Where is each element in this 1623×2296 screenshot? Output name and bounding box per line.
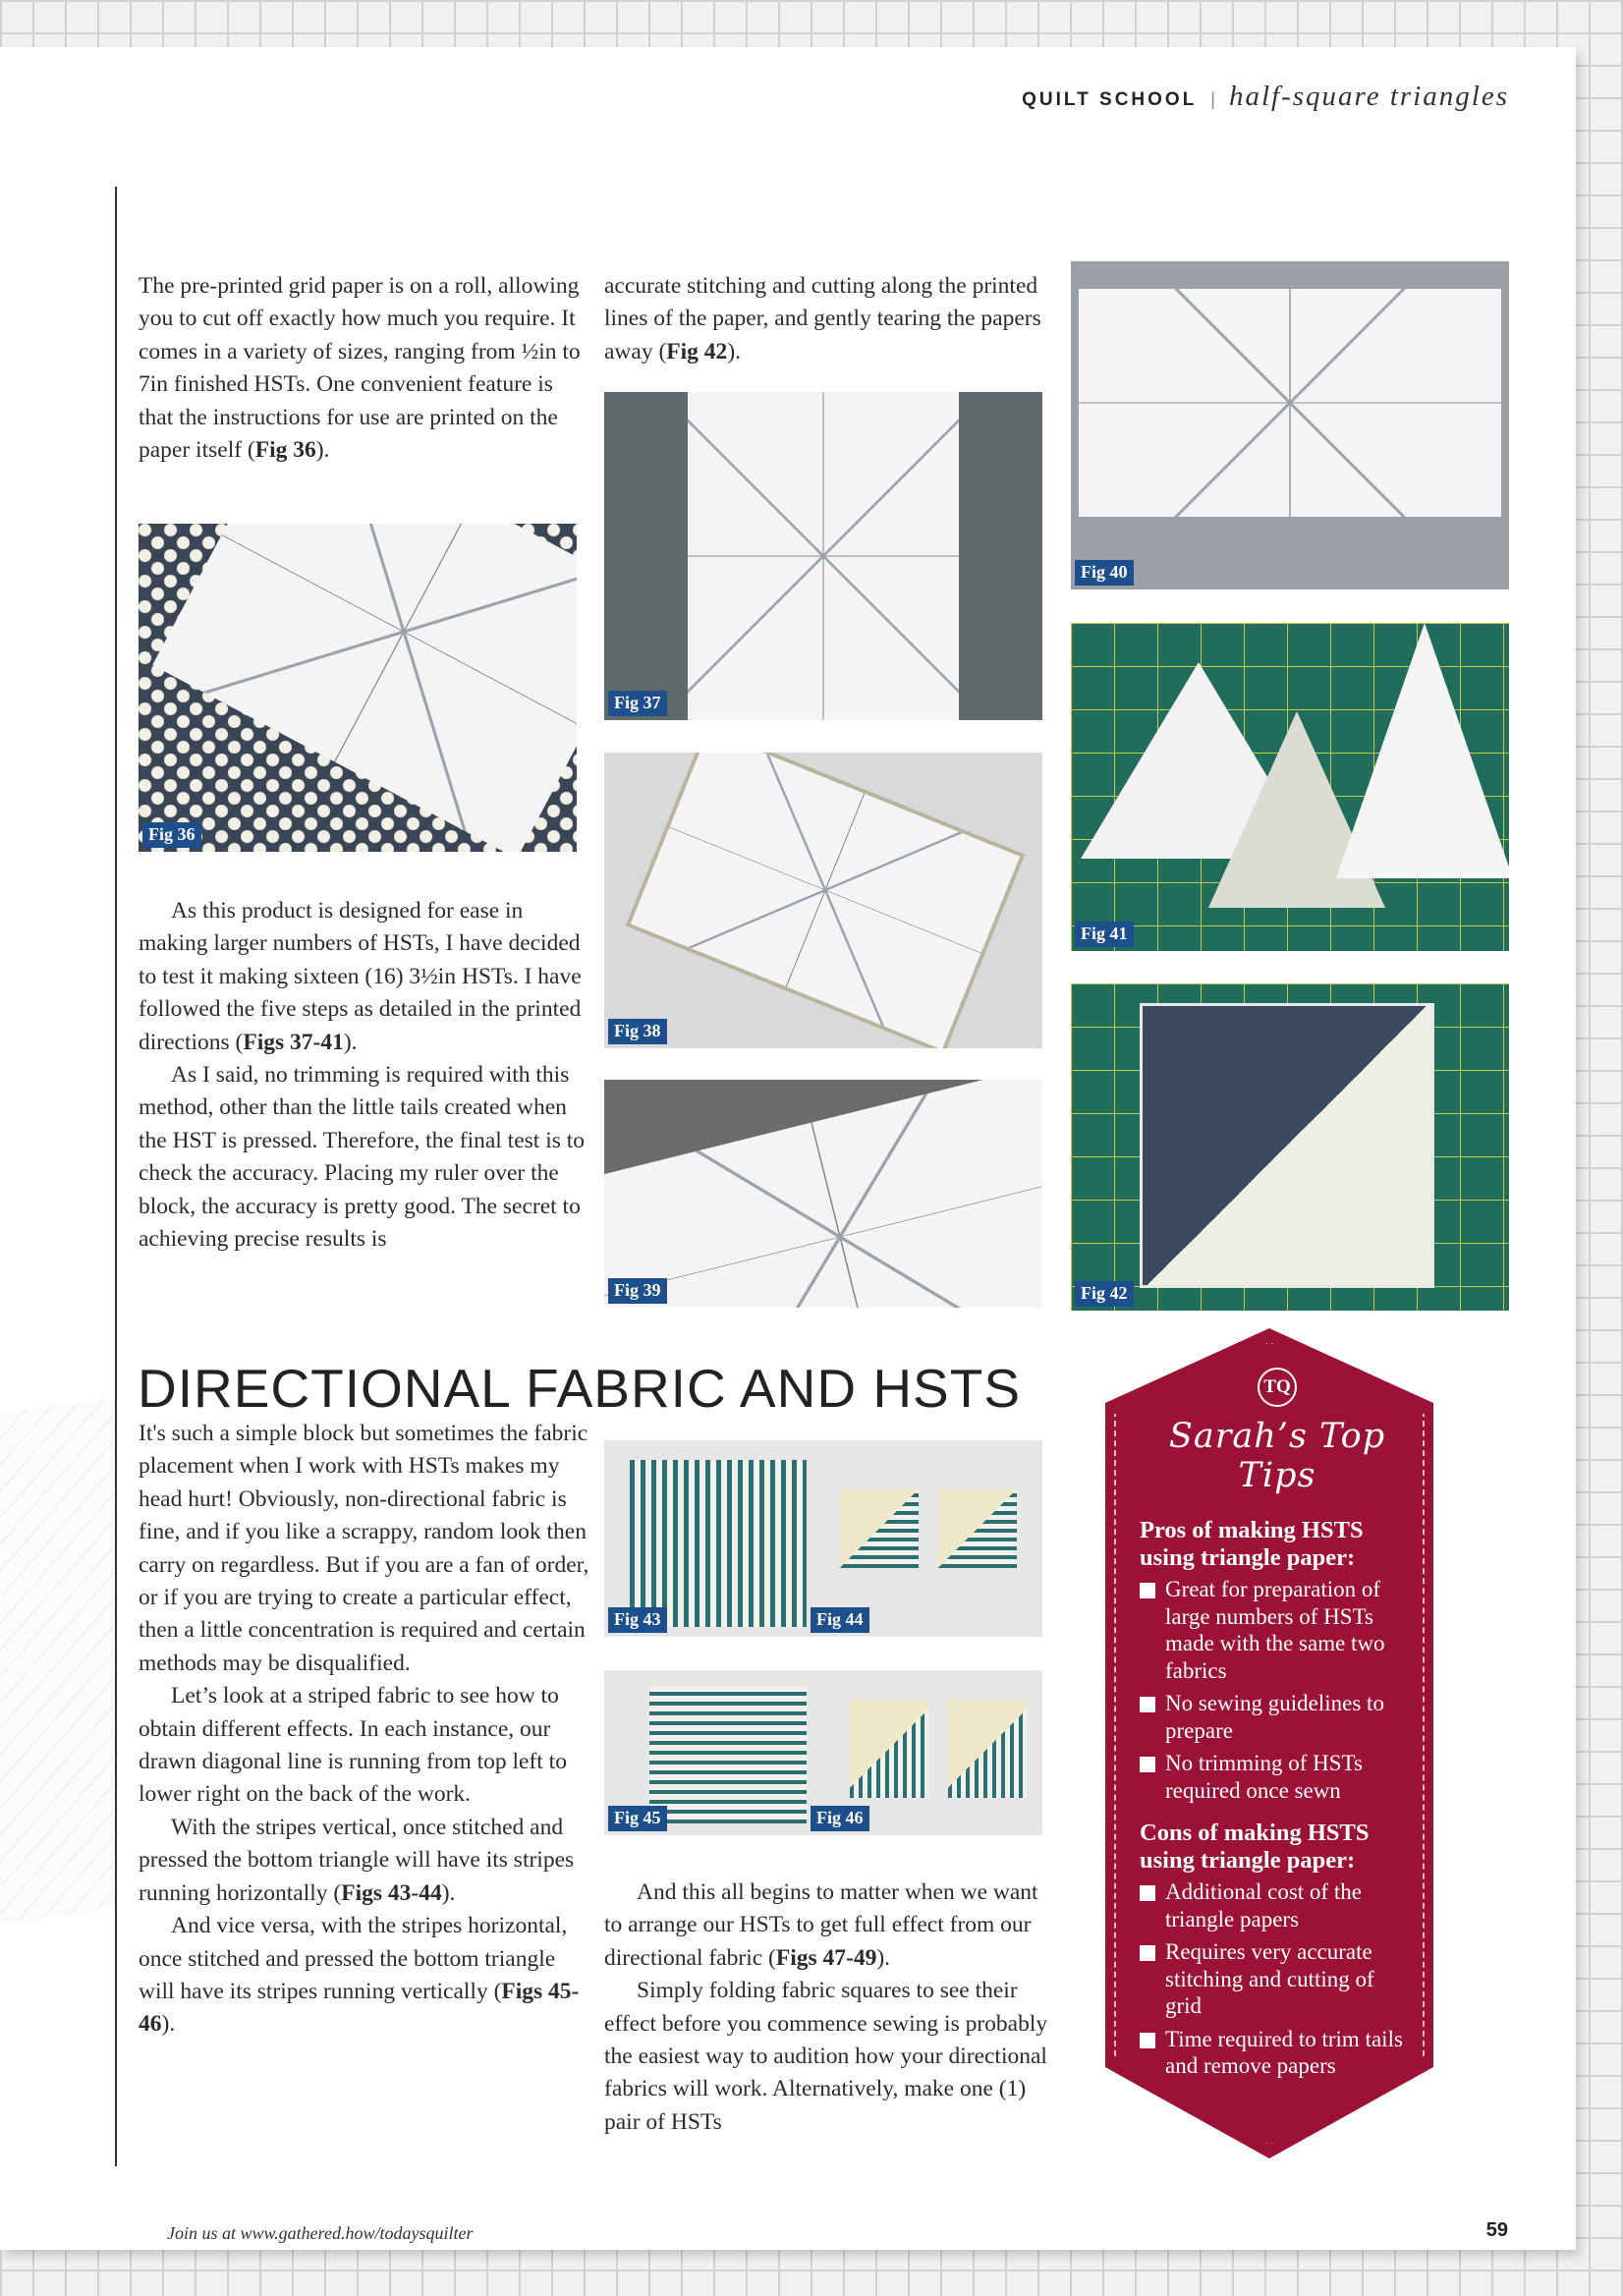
figure-41 [1071, 623, 1509, 951]
page-number: 59 [1485, 2219, 1508, 2241]
figure-37-label: Fig 37 [608, 691, 667, 716]
list-item: No trimming of HSTs required once sewn [1140, 1750, 1415, 1804]
background-paper-corner [0, 1397, 118, 1925]
figure-43-square [630, 1460, 807, 1627]
footer-url: Join us at www.gathered.how/todaysquilter [167, 2223, 474, 2243]
figure-44-hst-a [840, 1489, 919, 1568]
figure-40-label: Fig 40 [1075, 560, 1134, 586]
figure-36-paper [152, 524, 577, 852]
header-separator: | [1210, 89, 1215, 109]
list-item: Additional cost of the triangle papers [1140, 1878, 1415, 1932]
figure-38-paper [626, 753, 1026, 1048]
figure-46-label: Fig 46 [811, 1806, 869, 1831]
section-heading: DIRECTIONAL FABRIC AND HSTS [138, 1358, 1021, 1419]
top-tips-title: Sarah’s Top Tips [1168, 1417, 1386, 1495]
tq-logo-icon: TQ [1258, 1368, 1297, 1407]
header-topic: half-square triangles [1228, 81, 1509, 112]
pros-list [1140, 1576, 1415, 1804]
figure-45-label: Fig 45 [608, 1806, 667, 1831]
figure-41-triangle-c [1336, 623, 1509, 878]
col2-intro: accurate stitching and cutting along the printed lines of the paper, and gently tearing the papers away (Fig 42). [604, 273, 1041, 364]
figure-39-label: Fig 39 [608, 1278, 667, 1304]
figure-42-hst-block [1140, 1003, 1434, 1288]
col1-body: As this product is designed for ease in making larger numbers of HSTs, I have decided to test it making sixteen (16) 3½in HSTs. I have followed the five steps as detailed in the printed directions (Figs 37-41). As I said, no trimming is required with this method, other than the little tails created when the HST is pressed. Therefore, the final test is to check the accuracy. Placing my ruler over the block, the accuracy is pretty good. The secret to achieving precise results is [139, 898, 586, 1253]
section-col2: And this all begins to matter when we want to arrange our HSTs to get full effect from our directional fabric (Figs 47-49). Simply folding fabric squares to see their effect before you commence sewing is probably the easiest way to audition how your directional fabrics will work. Alternatively, make one (1) pair of HSTs [604, 1879, 1048, 2135]
figure-42 [1071, 983, 1509, 1311]
list-item: Great for preparation of large numbers of HSTs made with the same two fabrics [1140, 1576, 1415, 1684]
cons-title: Cons of making HSTS using triangle paper: [1140, 1820, 1370, 1874]
cons-list [1140, 1878, 1415, 2080]
figure-36-label: Fig 36 [142, 822, 201, 848]
list-item: Requires very accurate stitching and cutting of grid [1140, 1938, 1415, 2020]
figure-38-label: Fig 38 [608, 1019, 667, 1044]
figure-39 [604, 1080, 1042, 1308]
figure-36 [139, 524, 577, 852]
col1-intro: The pre-printed grid paper is on a roll, allowing you to cut off exactly how much you require. It comes in a variety of sizes, ranging from ½in to 7in finished HSTs. One convenient feature is that the instructions for use are printed on the paper itself (Fig 36). [139, 273, 581, 464]
figure-40 [1071, 261, 1509, 589]
figure-45-46 [604, 1670, 1042, 1835]
figure-39-paper [604, 1080, 1042, 1308]
top-tips-content [1140, 1368, 1415, 2086]
section-col1: It's such a simple block but sometimes the fabric placement when I work with HSTs makes my head hurt! Obviously, non-directional fabric is fine, and if you like a scrappy, random look then carry on regardless. But if you are a fan of order, or if you are trying to create a particular effect, then a little concentration is required and certain methods may be disqualified. Let’s look at a striped fabric to see how to obtain different effects. In each instance, our drawn diagonal line is running from top left to lower right on the back of the work. With the stripes vertical, once stitched and pressed the bottom triangle will have its stripes running horizontally (Figs 43-44). And vice versa, with the stripes horizontal, once stitched and pressed the bottom triangle will have its stripes running vertically (Figs 45-46). [139, 1421, 589, 2038]
list-item: Time required to trim tails and remove papers [1140, 2026, 1415, 2080]
list-item: No sewing guidelines to prepare [1140, 1690, 1415, 1744]
figure-37-paper [688, 392, 959, 720]
header-kicker: QUILT SCHOOL [1022, 89, 1198, 110]
figure-46-hst-b [948, 1700, 1027, 1798]
figure-44-hst-b [938, 1489, 1017, 1568]
figure-37 [604, 392, 1042, 720]
figure-44-label: Fig 44 [811, 1607, 869, 1633]
figure-43-label: Fig 43 [608, 1607, 667, 1633]
figure-43-44 [604, 1440, 1042, 1637]
figure-41-label: Fig 41 [1075, 922, 1134, 947]
figure-38 [604, 753, 1042, 1048]
figure-45-square [649, 1686, 807, 1823]
figure-42-label: Fig 42 [1075, 1281, 1134, 1307]
figure-40-paper [1079, 289, 1501, 517]
pros-title: Pros of making HSTS using triangle paper: [1140, 1517, 1364, 1571]
column-rule [115, 187, 117, 2166]
figure-46-hst-a [850, 1700, 928, 1798]
running-header [1022, 81, 1509, 113]
